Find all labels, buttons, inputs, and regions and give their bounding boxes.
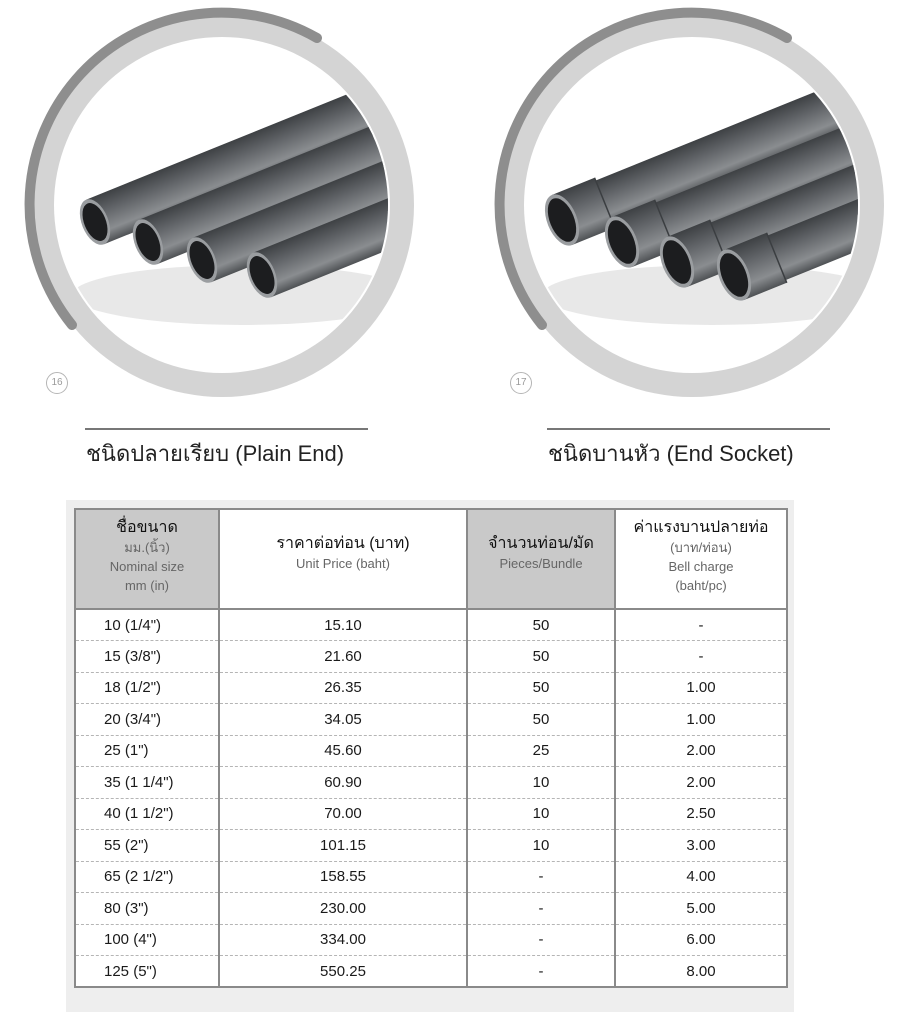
figure-end-socket <box>452 0 904 480</box>
cell-bell-charge: 2.00 <box>615 767 787 799</box>
cell-nominal-size: 35 (1 1/4") <box>75 767 219 799</box>
cell-unit-price: 101.15 <box>219 830 467 862</box>
cell-unit-price: 550.25 <box>219 956 467 988</box>
cell-pieces-bundle: 50 <box>467 704 615 736</box>
cell-bell-charge: 1.00 <box>615 704 787 736</box>
cell-pieces-bundle: - <box>467 893 615 925</box>
figure-number-badge: 16 <box>46 372 68 394</box>
table-body <box>75 609 787 987</box>
cell-nominal-size: 80 (3") <box>75 893 219 925</box>
table-row <box>75 924 787 956</box>
cell-bell-charge: 6.00 <box>615 924 787 956</box>
cell-nominal-size: 25 (1") <box>75 735 219 767</box>
pipe-illustration-end-socket <box>452 0 904 420</box>
price-table-panel <box>66 500 794 1012</box>
cell-pieces-bundle: - <box>467 861 615 893</box>
cell-unit-price: 21.60 <box>219 641 467 673</box>
cell-bell-charge: 2.50 <box>615 798 787 830</box>
cell-bell-charge: - <box>615 641 787 673</box>
cell-pieces-bundle: 10 <box>467 767 615 799</box>
cell-pieces-bundle: - <box>467 924 615 956</box>
cell-unit-price: 70.00 <box>219 798 467 830</box>
pipe-illustration-plain-end <box>0 0 452 420</box>
cell-nominal-size: 55 (2") <box>75 830 219 862</box>
cell-pieces-bundle: - <box>467 956 615 988</box>
cell-bell-charge: 4.00 <box>615 861 787 893</box>
cell-pieces-bundle: 50 <box>467 609 615 641</box>
table-row <box>75 704 787 736</box>
figure-plain-end <box>0 0 452 480</box>
caption-divider <box>547 428 830 430</box>
cell-nominal-size: 65 (2 1/2") <box>75 861 219 893</box>
cell-bell-charge: 5.00 <box>615 893 787 925</box>
cell-unit-price: 26.35 <box>219 672 467 704</box>
table-row <box>75 672 787 704</box>
cell-pieces-bundle: 25 <box>467 735 615 767</box>
table-row <box>75 767 787 799</box>
table-row <box>75 861 787 893</box>
cell-unit-price: 34.05 <box>219 704 467 736</box>
cell-nominal-size: 18 (1/2") <box>75 672 219 704</box>
cell-bell-charge: 2.00 <box>615 735 787 767</box>
cell-pieces-bundle: 10 <box>467 830 615 862</box>
table-row <box>75 609 787 641</box>
cell-bell-charge: 3.00 <box>615 830 787 862</box>
cell-bell-charge: 1.00 <box>615 672 787 704</box>
cell-bell-charge: - <box>615 609 787 641</box>
cell-pieces-bundle: 50 <box>467 641 615 673</box>
figure-caption: ชนิดปลายเรียบ (Plain End) <box>86 441 345 466</box>
table-row <box>75 641 787 673</box>
header-nominal-size: ชื่อขนาด มม.(นิ้ว) Nominal size mm (in) <box>75 509 219 609</box>
cell-unit-price: 45.60 <box>219 735 467 767</box>
cell-unit-price: 334.00 <box>219 924 467 956</box>
header-pieces-bundle: จำนวนท่อน/มัด Pieces/Bundle <box>467 509 615 609</box>
cell-unit-price: 60.90 <box>219 767 467 799</box>
cell-nominal-size: 125 (5") <box>75 956 219 988</box>
figure-number-badge: 17 <box>510 372 532 394</box>
table-row <box>75 893 787 925</box>
cell-nominal-size: 40 (1 1/2") <box>75 798 219 830</box>
cell-nominal-size: 10 (1/4") <box>75 609 219 641</box>
cell-nominal-size: 15 (3/8") <box>75 641 219 673</box>
table-row <box>75 798 787 830</box>
caption-divider <box>85 428 368 430</box>
cell-bell-charge: 8.00 <box>615 956 787 988</box>
header-unit-price: ราคาต่อท่อน (บาท) Unit Price (baht) <box>219 509 467 609</box>
cell-nominal-size: 100 (4") <box>75 924 219 956</box>
cell-nominal-size: 20 (3/4") <box>75 704 219 736</box>
table-row <box>75 956 787 988</box>
header-bell-charge: ค่าแรงบานปลายท่อ (บาท/ท่อน) Bell charge (baht/pc) <box>615 509 787 609</box>
price-table <box>74 508 788 988</box>
cell-pieces-bundle: 10 <box>467 798 615 830</box>
cell-unit-price: 15.10 <box>219 609 467 641</box>
cell-unit-price: 158.55 <box>219 861 467 893</box>
cell-unit-price: 230.00 <box>219 893 467 925</box>
table-row <box>75 830 787 862</box>
cell-pieces-bundle: 50 <box>467 672 615 704</box>
table-header-row <box>75 509 787 609</box>
table-row <box>75 735 787 767</box>
figure-caption: ชนิดบานหัว (End Socket) <box>548 441 794 466</box>
